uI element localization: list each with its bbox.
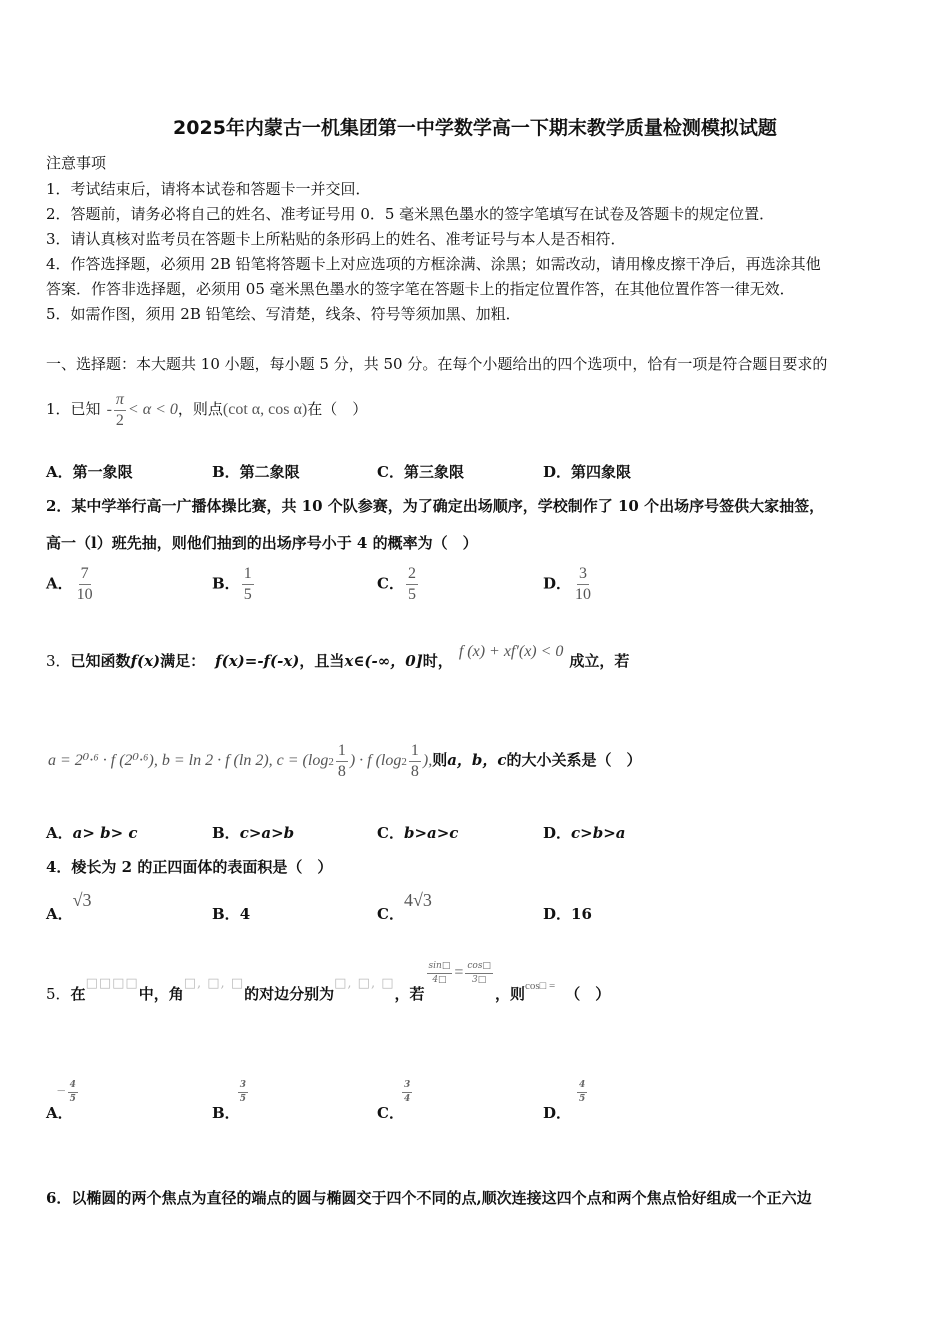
q1-mid: ，则点: [177, 400, 223, 418]
q5-sides-placeholder: □, □, □: [334, 976, 395, 991]
notice-item-2: 2．答题前，请务必将自己的姓名、准考证号用 0．5 毫米黑色墨水的签字笔填写在试卷及答题卡的规定位置．: [46, 205, 775, 223]
q4-option-a[interactable]: A．√3: [46, 890, 92, 923]
question-4: 4．棱长为 2 的正四面体的表面积是（ ）: [46, 858, 333, 876]
q2-option-b[interactable]: B． $\frac{1}{5}$: [212, 565, 252, 603]
q5-angles-placeholder: □, □, □: [183, 976, 245, 991]
q1-option-d[interactable]: D．第四象限: [543, 463, 632, 481]
notice-item-1: 1．考试结束后，请将本试卷和答题卡一并交回．: [46, 180, 371, 198]
q4-option-d[interactable]: D．16: [543, 905, 592, 923]
q1-pre: 已知: [70, 400, 101, 418]
q1-point: (cot α, cos α): [222, 401, 308, 418]
notice-item-5: 5．如需作图，须用 2B 铅笔绘、写清楚，线条、符号等须加黑、加粗．: [46, 305, 521, 323]
q5-option-b[interactable]: B． $\frac{3}{5}$: [212, 1079, 246, 1122]
q4-option-c[interactable]: C．4√3: [377, 890, 432, 923]
q5-option-c[interactable]: C． $\frac{3}{4}$: [377, 1079, 411, 1122]
q3-option-b[interactable]: B．c>a>b: [212, 824, 295, 842]
question-6: 6．以椭圆的两个焦点为直径的端点的圆与椭圆交于四个不同的点,顺次连接这四个点和两个焦点恰好组成一个正六边: [46, 1189, 812, 1207]
notice-item-4: 4．作答选择题，必须用 2B 铅笔将答题卡上对应选项的方框涂满、涂黑；如需改动，请用橡皮擦干净后，再选涂其他: [46, 255, 821, 273]
q2-option-c[interactable]: C． $\frac{2}{5}$: [377, 565, 416, 603]
q1-option-b[interactable]: B．第二象限: [212, 463, 300, 481]
q3-definitions: a = 2⁰·⁶ · f (2⁰·⁶), b = ln 2 · f (ln 2), c = (log2 $\frac{1}{8}$ ) · f (log2 $\frac{1}{8}$ ),则a，b，c的大小关系是（ ）: [48, 741, 642, 780]
q5-option-a[interactable]: A．− $\frac{4}{5}$: [46, 1079, 76, 1122]
section-heading: 一、选择题：本大题共 10 小题，每小题 5 分，共 50 分。在每个小题给出的四个选项中，恰有一项是符合题目要求的: [46, 355, 828, 373]
q2-option-d[interactable]: D． $\frac{3}{10}$: [543, 565, 592, 603]
q5-condition: $\frac{\sin□}{4□}$ = $\frac{\cos□}{3□}$: [428, 960, 491, 985]
question-3: 3．已知函数f(x)满足： f(x)=-f(-x)，且当x∈(-∞，0]时，f (x) + xf′(x) < 0成立，若: [46, 643, 630, 670]
q1-number: 1．: [46, 400, 71, 418]
q4-option-b[interactable]: B．4: [212, 905, 251, 923]
q2-option-a[interactable]: A． $\frac{7}{10}$: [46, 565, 93, 603]
q3-option-c[interactable]: C．b>a>c: [377, 824, 459, 842]
notice-item-3: 3．请认真核对监考员在答题卡上所粘贴的条形码上的姓名、准考证号与本人是否相符．: [46, 230, 626, 248]
page-title: 2025年内蒙古一机集团第一中学数学高一下期末教学质量检测模拟试题: [173, 117, 777, 139]
notice-item-4-cont: 答案．作答非选择题，必须用 05 毫米黑色墨水的签字笔在答题卡上的指定位置作答，在其他位置作答一律无效．: [46, 280, 795, 298]
q5-option-d[interactable]: D． $\frac{4}{5}$: [543, 1079, 586, 1122]
q1-option-c[interactable]: C．第三象限: [377, 463, 464, 481]
question-5: 5．在□□□□中，角□, □, □的对边分别为□, □, □，若 $\frac{\sin□}{4□}$ = $\frac{\cos□}{3□}$ ，则$^{cos□ =}$ （ ）: [46, 960, 611, 1003]
q1-option-a[interactable]: A．第一象限: [46, 463, 133, 481]
q2-line-2: 高一（l）班先抽，则他们抽到的出场序号小于 4 的概率为（ ）: [46, 534, 478, 552]
q5-triangle-placeholder: □□□□: [85, 976, 139, 991]
question-1: [46, 384, 367, 435]
notice-heading: 注意事项: [46, 154, 107, 172]
q1-condition: - $\frac{\pi}{2}$ < α < 0: [106, 390, 178, 429]
q3-option-d[interactable]: D．c>b>a: [543, 824, 626, 842]
q3-inequality: f (x) + xf′(x) < 0: [458, 643, 564, 660]
q3-option-a[interactable]: A．a> b> c: [46, 824, 138, 842]
q1-post: 在（ ）: [307, 400, 368, 418]
q2-line-1: 2．某中学举行高一广播体操比赛，共 10 个队参赛，为了确定出场顺序，学校制作了 10 个出场序号签供大家抽签，: [46, 497, 825, 515]
